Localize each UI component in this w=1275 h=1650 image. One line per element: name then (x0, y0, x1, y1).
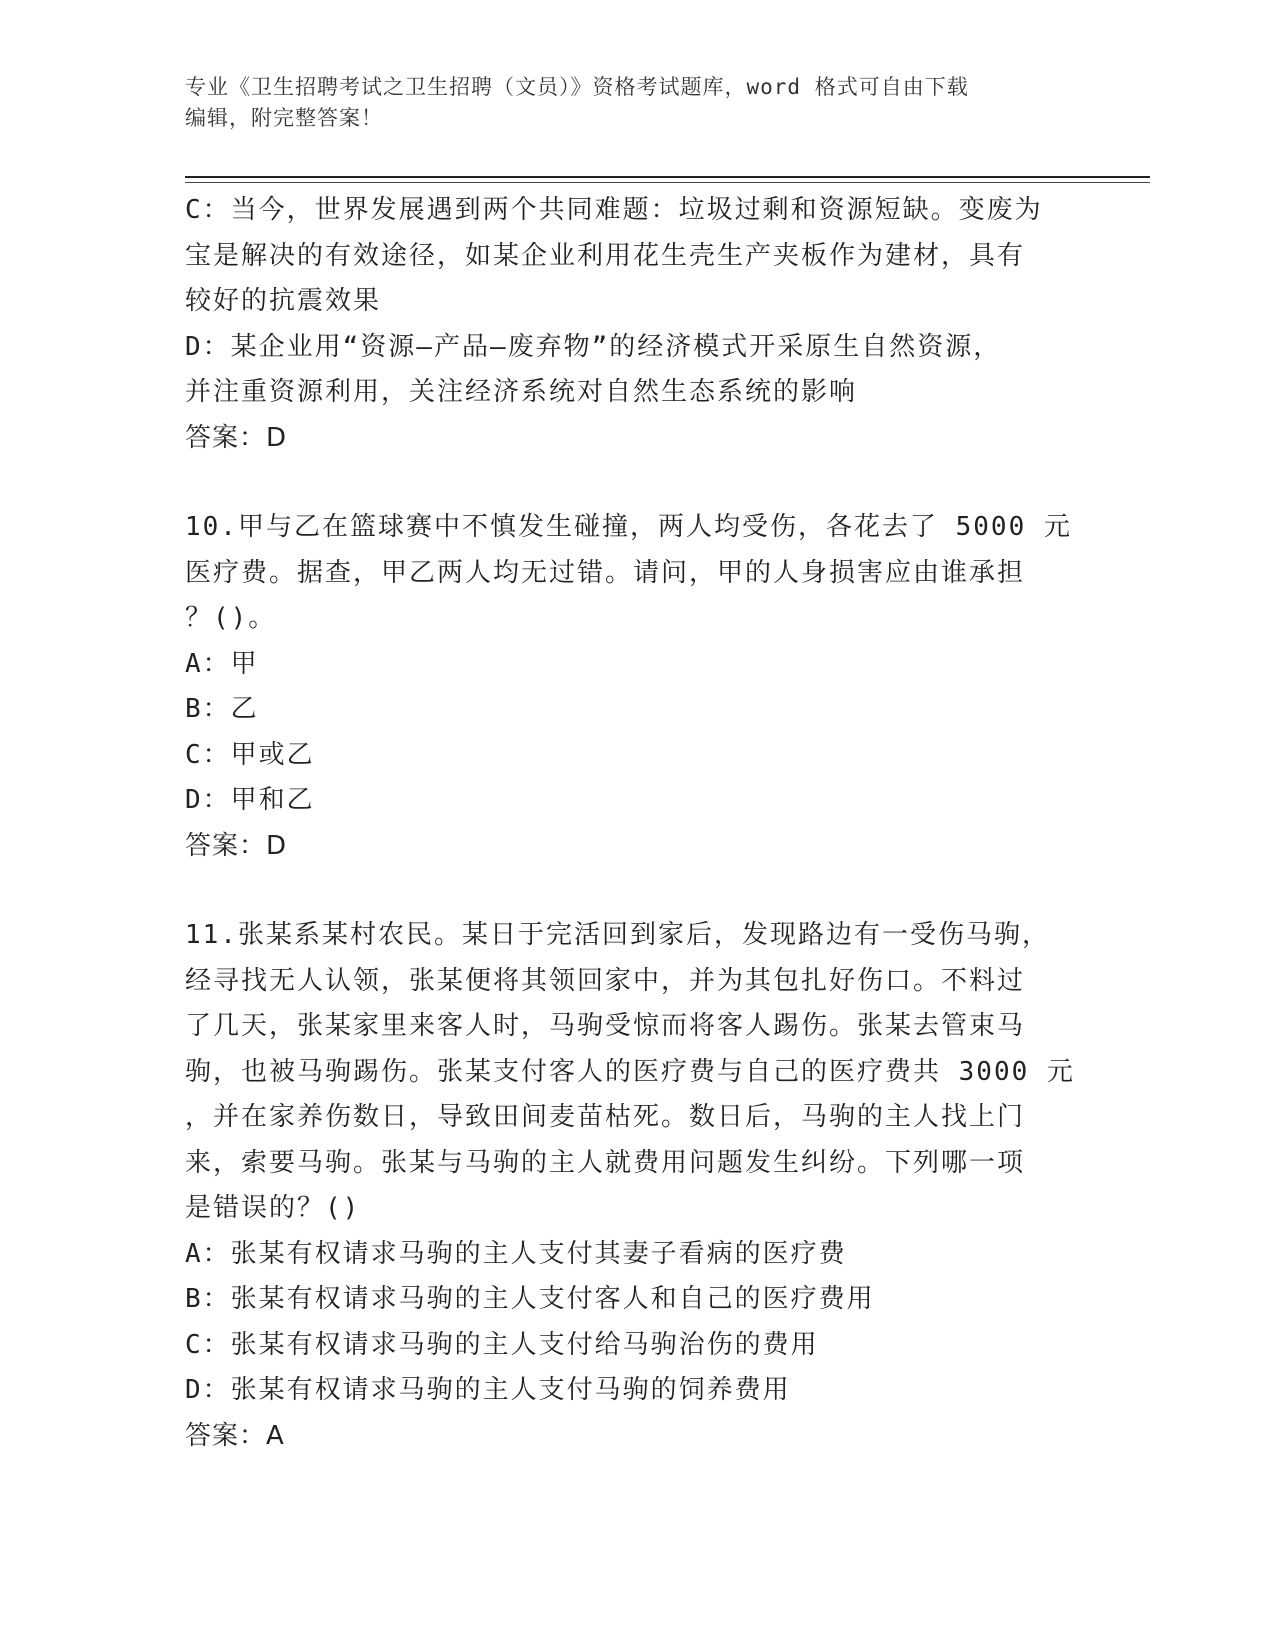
q9-option-d-line-1: D：某企业用“资源—产品—废弃物”的经济模式开采原生自然资源， (185, 331, 1002, 362)
q11-stem-line-5: ，并在家养伤数日，导致田间麦苗枯死。数日后，马驹的主人找上门 (185, 1102, 1026, 1132)
q11-option-b: B：张某有权请求马驹的主人支付客人和自己的医疗费用 (185, 1284, 875, 1314)
q9-option-c-line-2: 宝是解决的有效途径，如某企业利用花生壳生产夹板作为建材，具有 (185, 240, 1026, 271)
header-line-2: 编辑，附完整答案！ (185, 106, 383, 130)
q10-option-c: C：甲或乙 (185, 739, 315, 770)
q11-stem-line-4: 驹，也被马驹踢伤。张某支付客人的医疗费与自己的医疗费共 3000 元 (185, 1056, 1075, 1087)
q11-answer: 答案：A (185, 1420, 285, 1451)
q11-option-c: C：张某有权请求马驹的主人支付给马驹治伤的费用 (185, 1329, 819, 1360)
q10-option-d: D：甲和乙 (185, 785, 315, 815)
q11-stem-line-7: 是错误的？() (185, 1193, 361, 1223)
q10-stem-line-2: 医疗费。据查，甲乙两人均无过错。请问，甲的人身损害应由谁承担 (185, 557, 1026, 588)
q11-stem-line-1: 11.张某系某村农民。某日于完活回到家后，发现路边有一受伤马驹， (185, 920, 1050, 950)
q9-option-c-line-3: 较好的抗震效果 (185, 286, 382, 316)
header-divider-thick (185, 176, 1150, 178)
q11-stem-line-6: 来，索要马驹。张某与马驹的主人就费用问题发生纠纷。下列哪一项 (185, 1147, 1026, 1178)
document-body (185, 188, 1085, 1459)
q10-option-b: B：乙 (185, 694, 259, 724)
q11-option-a: A：张某有权请求马驹的主人支付其妻子看病的医疗费 (185, 1238, 847, 1269)
q10-answer: 答案：D (185, 830, 288, 861)
header-line-1: 专业《卫生招聘考试之卫生招聘（文员）》资格考试题库，word 格式可自由下载 (185, 75, 969, 99)
q9-option-d-line-2: 并注重资源利用，关注经济系统对自然生态系统的影响 (185, 377, 858, 407)
question-10 (185, 505, 1085, 869)
document-header (185, 72, 1085, 134)
spacer (185, 461, 1085, 505)
question-9-tail (185, 188, 1085, 461)
header-divider-thin (185, 182, 1150, 183)
q10-stem-line-1: 10.甲与乙在篮球赛中不慎发生碰撞，两人均受伤，各花去了 5000 元 (185, 512, 1072, 542)
q9-answer: 答案：D (185, 422, 288, 453)
q9-option-c-line-1: C：当今，世界发展遇到两个共同难题：垃圾过剩和资源短缺。变废为 (185, 195, 1043, 225)
q11-stem-line-3: 了几天，张某家里来客人时，马驹受惊而将客人踢伤。张某去管束马 (185, 1011, 1026, 1041)
q10-option-a: A：甲 (185, 648, 259, 679)
question-11 (185, 913, 1085, 1459)
q10-stem-line-3: ？()。 (185, 603, 277, 633)
spacer (185, 869, 1085, 913)
q11-option-d: D：张某有权请求马驹的主人支付马驹的饲养费用 (185, 1375, 791, 1405)
q11-stem-line-2: 经寻找无人认领，张某便将其领回家中，并为其包扎好伤口。不料过 (185, 965, 1026, 996)
